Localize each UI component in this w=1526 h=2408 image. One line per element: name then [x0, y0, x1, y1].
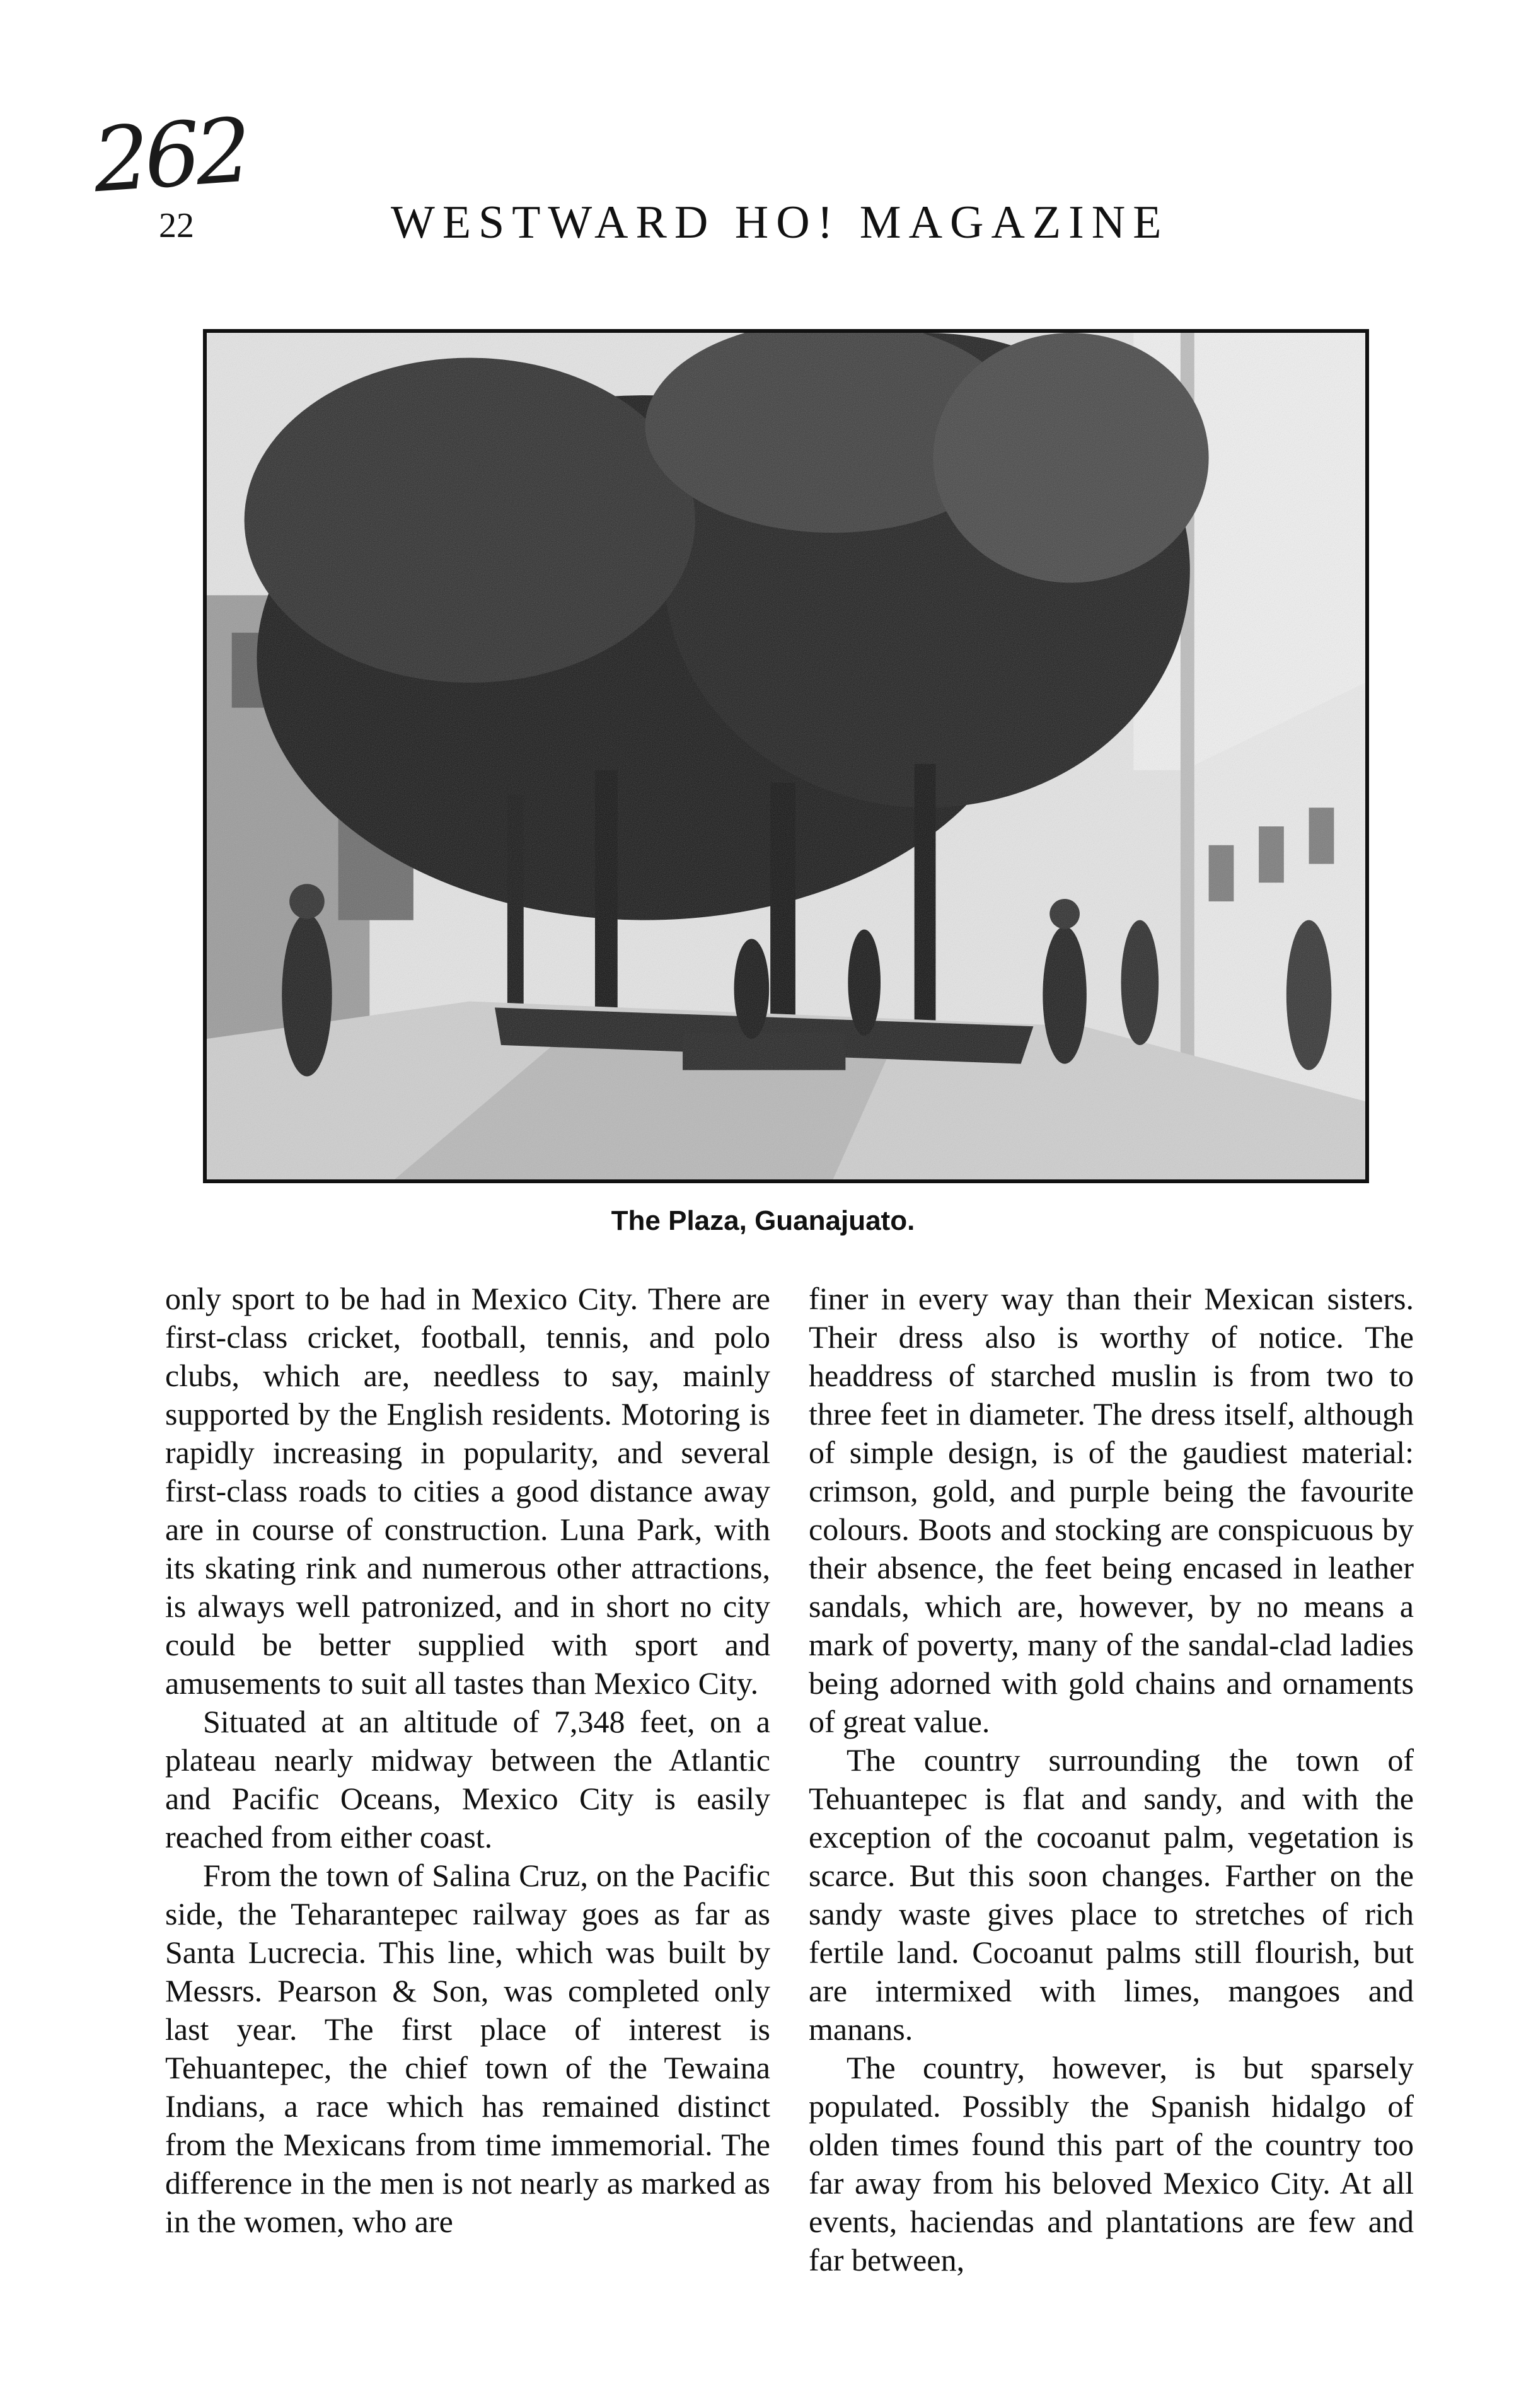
handwritten-page-note: 262 [90, 99, 250, 213]
paragraph: Situated at an altitude of 7,348 feet, on a plateau nearly midway between the Atlantic and Pacific Oceans, Mexico City is easily reached from either coast. [165, 1704, 770, 1855]
right-text-column [809, 1280, 1414, 2279]
figure-caption: The Plaza, Guanajuato. [611, 1205, 915, 1236]
paragraph: From the town of Salina Cruz, on the Pacific side, the Teharantepec railway goes as far as Santa Lucrecia. This line, which was built by Messrs. Pearson & Son, was completed only last year. The first place of interest is Tehuantepec, the chief town of the Tewaina Indians, a race which has remained distinct from the Mexicans from time immemorial. The difference in the men is not nearly as marked as in the women, who are [165, 1858, 770, 2239]
paragraph: finer in every way than their Mexican sisters. Their dress also is worthy of notice. The headdress of starched muslin is from two to three feet in diameter. The dress itself, although of simple design, is of the gaudiest material: crimson, gold, and purple being the favourite colours. Boots and stocking are conspicuous by their absence, the feet being encased in leather sandals, which are, however, by no means a mark of poverty, many of the sandal-clad ladies being adorned with gold chains and ornaments of great value. [809, 1281, 1414, 1739]
paragraph: only sport to be had in Mexico City. There are first-class cricket, football, tennis, and polo clubs, which are, needless to say, mainly supported by the English residents. Motoring is rapidly increasing in popularity, and several first-class roads to cities a good distance away are in course of construction. Luna Park, with its skating rink and numerous other attractions, is always well patronized, and in short no city could be better supplied with sport and amusements to suit all tastes than Mexico City. [165, 1281, 770, 1701]
left-text-column [165, 1280, 770, 2241]
plaza-photograph [203, 329, 1369, 1183]
page-number: 22 [159, 206, 194, 245]
running-title: WESTWARD HO! MAGAZINE [391, 197, 1169, 248]
paragraph: The country, however, is but sparsely populated. Possibly the Spanish hidalgo of olden times found this part of the country too far away from his beloved Mexico City. At all events, haciendas and plantations are few and far between, [809, 2050, 1414, 2278]
plaza-photo-illustration [207, 333, 1365, 1179]
paragraph: The country surrounding the town of Tehuantepec is flat and sandy, and with the exception of the cocoanut palm, vegetation is scarce. But this soon changes. Farther on the sandy waste gives place to stretches of rich fertile land. Cocoanut palms still flourish, but are intermixed with limes, mangoes and manans. [809, 1742, 1414, 2047]
